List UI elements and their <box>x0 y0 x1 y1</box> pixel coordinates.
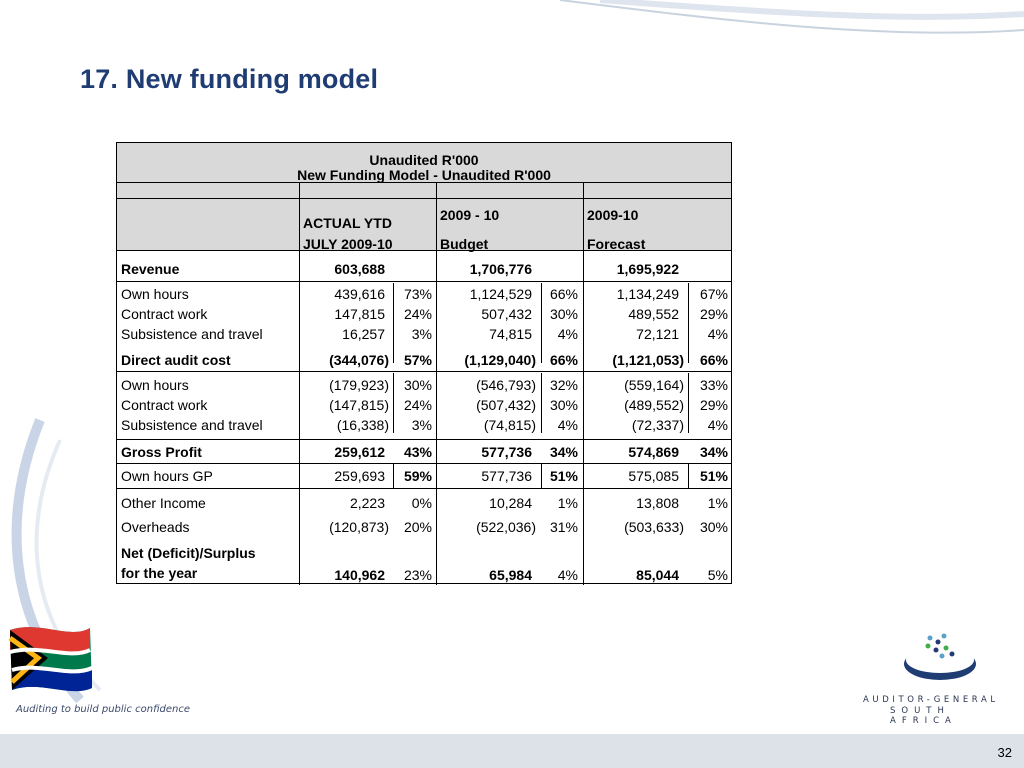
col-header-actual-1: ACTUAL YTD <box>303 215 392 231</box>
cell-budget: 10,284 <box>489 495 532 511</box>
auditor-general-logo-icon <box>900 630 980 686</box>
cell-actual: 439,616 <box>334 286 385 302</box>
row-label: Own hours <box>121 377 189 393</box>
cell-actual-pct: 23% <box>403 567 432 583</box>
logo-text-line2: SOUTH AFRICA <box>890 706 957 726</box>
cell-forecast: 72,121 <box>636 326 679 342</box>
cell-forecast: 489,552 <box>628 306 679 322</box>
cell-actual: 140,962 <box>334 567 385 583</box>
cell-budget: (546,793) <box>476 377 536 393</box>
page-title: 17. New funding model <box>80 64 379 94</box>
cell-actual-pct: 43% <box>403 444 432 460</box>
cell-forecast: 574,869 <box>628 444 679 460</box>
cell-forecast-pct: 34% <box>699 444 728 460</box>
cell-forecast-pct: 4% <box>707 417 728 433</box>
row-divider <box>117 439 731 440</box>
row-label: Own hours GP <box>121 468 213 484</box>
cell-forecast: 575,085 <box>628 468 679 484</box>
cell-actual: 259,693 <box>334 468 385 484</box>
logo-text-line1: AUDITOR-GENERAL <box>863 695 999 705</box>
cell-budget: 1,706,776 <box>469 261 532 277</box>
cell-forecast: 85,044 <box>636 567 679 583</box>
cell-actual: 16,257 <box>342 326 385 342</box>
cell-actual: 259,612 <box>334 444 385 460</box>
cell-actual: (120,873) <box>329 519 389 535</box>
cell-budget: (522,036) <box>476 519 536 535</box>
table-spacer-band <box>117 183 731 199</box>
cell-budget-pct: 32% <box>549 377 578 393</box>
row-divider <box>117 371 731 372</box>
cell-budget: 577,736 <box>481 444 532 460</box>
cell-budget: 577,736 <box>481 468 532 484</box>
cell-actual-pct: 73% <box>403 286 432 302</box>
cell-budget-pct: 51% <box>549 468 578 484</box>
cell-budget: 65,984 <box>489 567 532 583</box>
col-header-budget-2: Budget <box>440 236 489 252</box>
cell-budget-pct: 34% <box>549 444 578 460</box>
cell-forecast: 13,808 <box>636 495 679 511</box>
row-label: Contract work <box>121 306 208 322</box>
cell-forecast-pct: 29% <box>699 397 728 413</box>
cell-forecast-pct: 67% <box>699 286 728 302</box>
cell-budget: 1,124,529 <box>469 286 532 302</box>
cell-actual-pct: 59% <box>403 468 432 484</box>
row-divider <box>117 463 731 464</box>
funding-model-table <box>116 142 732 584</box>
cell-forecast: (489,552) <box>624 397 684 413</box>
cell-forecast-pct: 66% <box>699 352 728 368</box>
cell-budget-pct: 30% <box>549 397 578 413</box>
cell-budget-pct: 4% <box>557 326 578 342</box>
cell-budget: 74,815 <box>489 326 532 342</box>
cell-forecast-pct: 1% <box>707 495 728 511</box>
col-header-forecast-2: Forecast <box>587 236 646 252</box>
cell-budget-pct: 66% <box>549 286 578 302</box>
cell-actual-pct: 3% <box>411 417 432 433</box>
cell-forecast-pct: 5% <box>707 567 728 583</box>
cell-actual-pct: 24% <box>403 397 432 413</box>
row-label: Gross Profit <box>121 444 202 460</box>
row-divider <box>117 281 731 282</box>
col-header-budget-1: 2009 - 10 <box>440 207 500 223</box>
cell-actual: (179,923) <box>329 377 389 393</box>
cell-budget-pct: 66% <box>549 352 578 368</box>
cell-actual: 603,688 <box>334 261 385 277</box>
cell-budget-pct: 30% <box>549 306 578 322</box>
cell-actual: (344,076) <box>329 352 389 368</box>
cell-forecast-pct: 4% <box>707 326 728 342</box>
cell-budget-pct: 1% <box>557 495 578 511</box>
south-africa-flag-icon <box>0 610 100 702</box>
cell-forecast: 1,695,922 <box>616 261 679 277</box>
cell-actual-pct: 57% <box>403 352 432 368</box>
cell-actual: 147,815 <box>334 306 385 322</box>
cell-actual: (16,338) <box>336 417 389 433</box>
cell-actual-pct: 3% <box>411 326 432 342</box>
header-line-1: Unaudited R'000 <box>369 152 479 168</box>
row-label: Overheads <box>121 519 190 535</box>
cell-budget: 507,432 <box>481 306 532 322</box>
row-label: Own hours <box>121 286 189 302</box>
cell-forecast: (72,337) <box>631 417 684 433</box>
cell-actual-pct: 20% <box>403 519 432 535</box>
cell-forecast: (503,633) <box>624 519 684 535</box>
cell-forecast-pct: 33% <box>699 377 728 393</box>
cell-actual-pct: 30% <box>403 377 432 393</box>
cell-forecast: (559,164) <box>624 377 684 393</box>
row-label: Subsistence and travel <box>121 326 263 342</box>
row-divider <box>117 488 731 489</box>
row-label: for the year <box>121 565 198 581</box>
cell-budget-pct: 4% <box>557 567 578 583</box>
cell-budget: (1,129,040) <box>464 352 536 368</box>
cell-forecast: (1,121,053) <box>612 352 684 368</box>
cell-forecast-pct: 29% <box>699 306 728 322</box>
row-label: Other Income <box>121 495 206 511</box>
row-label: Net (Deficit)/Surplus <box>121 545 256 561</box>
footer-bar <box>0 734 1024 768</box>
row-label: Contract work <box>121 397 208 413</box>
cell-actual: 2,223 <box>349 495 385 511</box>
cell-forecast-pct: 51% <box>699 468 728 484</box>
row-label: Subsistence and travel <box>121 417 263 433</box>
col-header-forecast-1: 2009-10 <box>587 207 639 223</box>
cell-forecast: 1,134,249 <box>616 286 679 302</box>
cell-budget: (74,815) <box>483 417 536 433</box>
col-header-actual-2: JULY 2009-10 <box>303 236 393 252</box>
cell-budget-pct: 31% <box>549 519 578 535</box>
cell-forecast-pct: 30% <box>699 519 728 535</box>
cell-budget-pct: 4% <box>557 417 578 433</box>
cell-actual-pct: 0% <box>411 495 432 511</box>
row-label: Revenue <box>121 261 180 277</box>
tagline: Auditing to build public confidence <box>16 704 191 715</box>
header-line-2: New Funding Model - Unaudited R'000 <box>297 167 551 183</box>
row-label: Direct audit cost <box>121 352 231 368</box>
cell-budget: (507,432) <box>476 397 536 413</box>
cell-actual: (147,815) <box>329 397 389 413</box>
cell-actual-pct: 24% <box>403 306 432 322</box>
page-number: 32 <box>997 745 1012 760</box>
